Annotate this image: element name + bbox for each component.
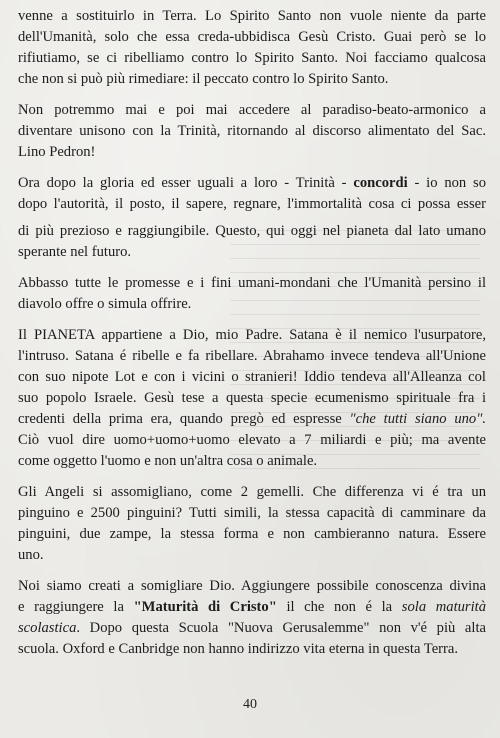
text-line: Lino Pedron!	[18, 144, 96, 160]
paragraph-5	[18, 325, 486, 472]
text-line: che non si può più rimediare: il peccato contro lo Spirito Santo.	[18, 71, 389, 87]
text-line: con suo nipote Lot e con i vicini o stranieri! Iddio tendeva all'Alleanza col	[18, 369, 486, 385]
bold-word: concordi	[353, 175, 408, 191]
page-number: 40	[243, 697, 257, 712]
text-line: di più prezioso e raggiungibile. Questo, qui oggi nel pianeta dal lato umano	[18, 223, 486, 239]
text-line: sperante nel futuro.	[18, 244, 132, 260]
italic-phrase: sola maturità	[401, 599, 487, 615]
text-line: l'intruso. Satana é ribelle e fa ribellare. Abrahamo invece tendeva all'Unione	[18, 348, 486, 364]
text-line: dopo l'autorità, il posto, il sapere, regnare, l'immortalità cosa ci possa esser	[18, 196, 486, 212]
text-line	[18, 618, 486, 639]
text-line: suo popolo Israele. Gesù tese a questa specie ecumenismo spirituale fra i	[18, 390, 486, 406]
paragraph-2	[18, 100, 486, 163]
italic-phrase: scolastica	[18, 620, 77, 636]
text-line: venne a sostituirlo in Terra. Lo Spirito Santo non vuole niente da parte	[18, 8, 486, 24]
text-line: Noi siamo creati a somigliare Dio. Aggiungere possibile conoscenza divina	[18, 578, 486, 594]
paragraph-1	[18, 6, 486, 90]
text-line	[18, 597, 486, 618]
paragraph-7	[18, 576, 486, 660]
text-line: Non potremmo mai e poi mai accedere al paradiso-beato-armonico a	[18, 102, 486, 118]
text-line	[18, 173, 486, 194]
text-line: uno.	[18, 547, 44, 563]
italic-quote: "che tutti siano uno".	[349, 411, 486, 427]
paragraph-6	[18, 482, 486, 566]
text-line: Abbasso tutte le promesse e i fini umani-mondani che l'Umanità persino il	[18, 275, 486, 291]
text-line: Il PIANETA appartiene a Dio, mio Padre. Satana è il nemico l'usurpatore,	[18, 327, 486, 343]
text-run: Ora dopo la gloria ed esser uguali a loro - Trinità -	[18, 175, 347, 191]
bold-phrase: "Maturità di Cristo"	[133, 599, 277, 615]
paragraph-3	[18, 173, 486, 263]
text-line	[18, 409, 486, 430]
text-run: il che non é la	[286, 599, 393, 615]
text-run: e raggiungere la	[18, 599, 124, 615]
text-line: diventare unisono con la Trinità, ritornando al discorso alimentato del Sac.	[18, 123, 486, 139]
text-line: pinguini, due zampe, la stessa forma e non cambieranno natura. Essere	[18, 526, 486, 542]
text-line: dell'Umanità, solo che essa creda-ubbidisca Gesù Cristo. Guai però se lo	[18, 29, 486, 45]
body-text	[18, 6, 486, 670]
text-run: - io non so	[414, 175, 486, 191]
text-line: Ciò vuol dire uomo+uomo+uomo elevato a 7 miliardi e più; ma avente	[18, 432, 486, 448]
text-line: scuola. Oxford e Canbridge non hanno indirizzo vita eterna in questa Terra.	[18, 641, 459, 657]
text-line: rifiutiamo, se ci ribelliamo contro lo Spirito Santo. Noi facciamo qualcosa	[18, 50, 486, 66]
paragraph-4	[18, 273, 486, 315]
text-line: pinguino e 2500 pinguini? Tutti simili, la stessa capacità di camminare da	[18, 505, 486, 521]
text-line: come oggetto l'uomo e non un'altra cosa o animale.	[18, 453, 318, 469]
text-run: . Dopo questa Scuola "Nuova Gerusalemme" non v'é più alta	[76, 620, 486, 636]
text-line: Gli Angeli si assomigliano, come 2 gemelli. Che differenza vi é tra un	[18, 484, 486, 500]
text-run: credenti della prima era, quando pregò ed espresse	[18, 411, 342, 427]
text-line: diavolo offre o simula offrire.	[18, 296, 192, 312]
